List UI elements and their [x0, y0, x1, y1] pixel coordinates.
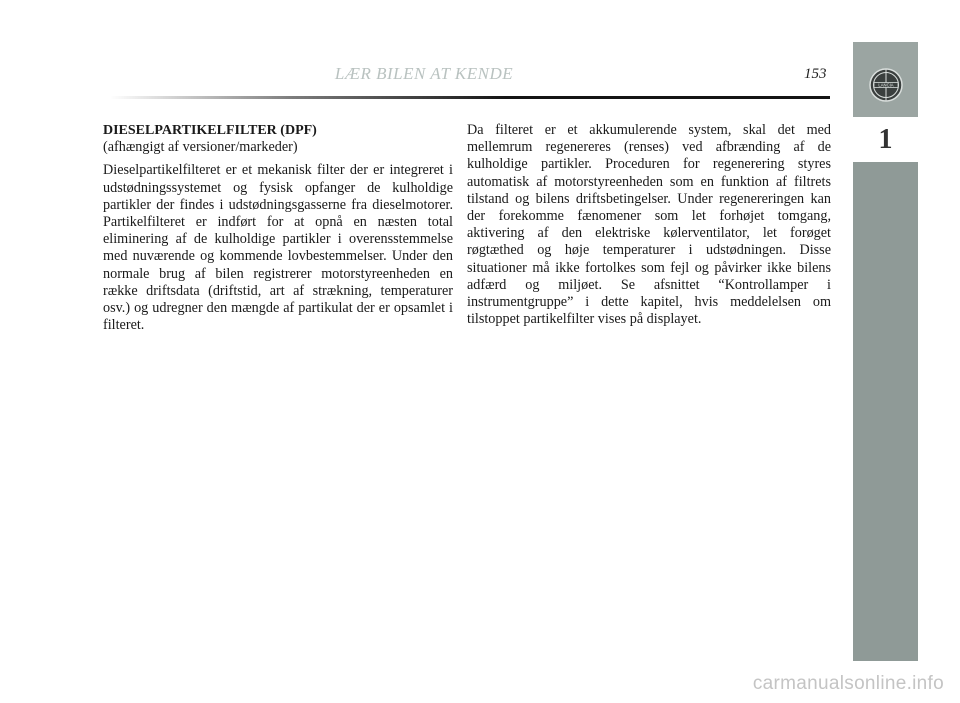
- section-title: DIESELPARTIKELFILTER (DPF): [103, 123, 317, 138]
- tab-lower-area: [853, 162, 918, 661]
- right-body-text: Da filteret er et akkumulerende system, skal det med mellemrum regenereres (renses) ved afbrænding af de kulholdige partikler. Proceduren for regenerering styres automatisk af motorstyreenheden som en funktion af filtrets tilstand og bilens driftsbetingelser. Under regenereringen kan der forekomme fænomener som let forhøjet tomgang, aktivering af den elektriske kølerventilator, let forøget røgtæthed og høje temperaturer i udstødningen. Disse situationer må ikke fortolkes som fejl og påvirker ikke bilens adfærd og miljøet. Se afsnittet “Kontrollamper i instrumentgruppe” i dette kapitel, hvis meddelelsen om tilstoppet partikelfilter vises på displayet.: [467, 122, 831, 328]
- right-column: [467, 122, 831, 328]
- header-rule: [110, 96, 830, 99]
- logo-text: LANCIA: [878, 82, 894, 88]
- lancia-shield-icon: [869, 66, 903, 104]
- tab-logo-area: [853, 42, 918, 117]
- left-column: [103, 122, 453, 334]
- chapter-number: 1: [853, 117, 918, 162]
- page-number: 153: [804, 66, 827, 82]
- running-header-title: LÆR BILEN AT KENDE: [334, 64, 514, 83]
- watermark: carmanualsonline.info: [752, 673, 944, 694]
- chapter-side-tab: [853, 42, 918, 661]
- left-body-text: Dieselpartikelfilteret er et mekanisk filter der er integreret i udstødningssystemet og fysisk opfanger de kulholdige partikler der findes i udstødningsgasserne fra dieselmotorer. Partikelfilteret er indført for at opnå en næsten total eliminering af de kulholdige partikler i overensstemmelse med nuværende og kommende lovbestemmelser. Under den normale brug af bilen registrerer motorstyreenheden en række driftsdata (driftstid, art af strækning, temperaturer osv.) og udregner den mængde af partikulat der er opsamlet i filteret.: [103, 162, 453, 334]
- section-subtitle: (afhængigt af versioner/markeder): [103, 139, 298, 156]
